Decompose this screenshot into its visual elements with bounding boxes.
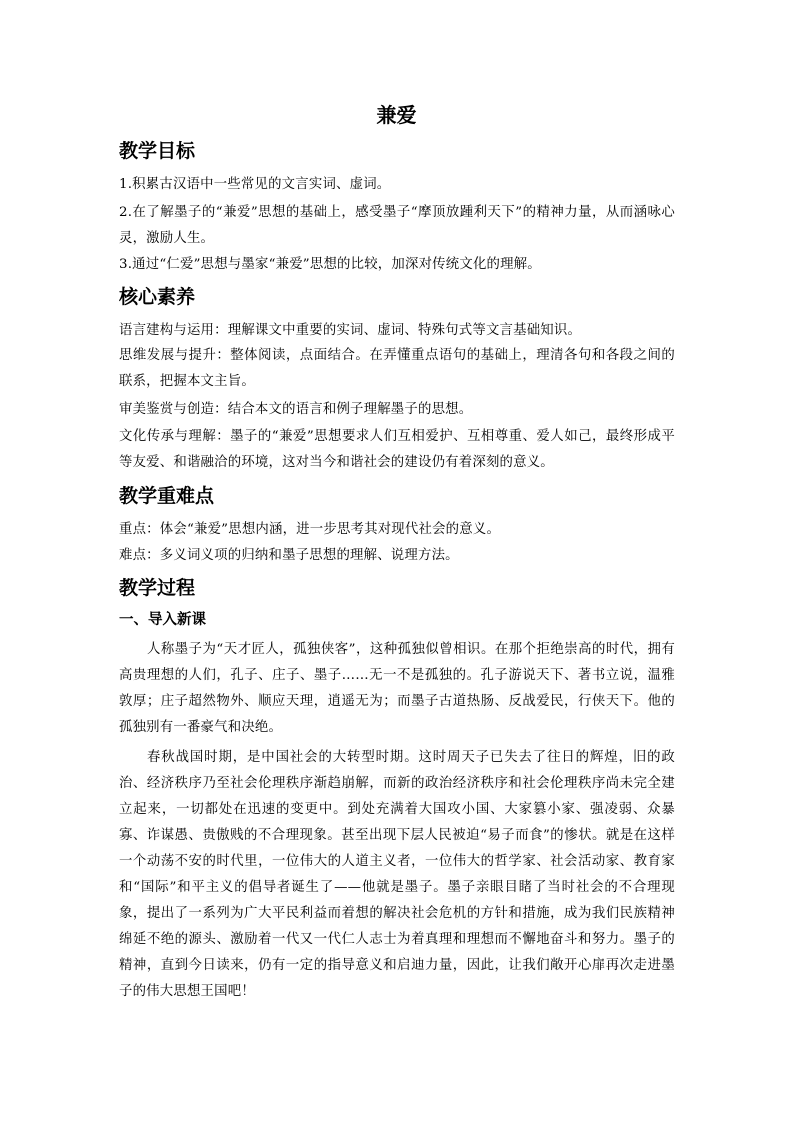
subheading-intro: 一、导入新课	[119, 612, 206, 628]
document-title: 兼爱	[376, 103, 417, 127]
heading-core-literacy: 核心素养	[119, 286, 196, 308]
heading-key-points: 教学重难点	[119, 485, 215, 507]
literacy-item-3: 审美鉴赏与创造：结合本文的语言和例子理解墨子的思想。	[119, 402, 473, 417]
goal-item-1: 1.积累古汉语中一些常见的文言实词、虚词。	[119, 177, 391, 192]
keypoint-item-2: 难点：多义词义项的归纳和墨子思想的理解、说理方法。	[119, 548, 459, 563]
heading-teaching-goals: 教学目标	[119, 140, 196, 162]
literacy-item-1: 语言建构与运用：理解课文中重要的实词、虚词、特殊句式等文言基础知识。	[119, 323, 582, 338]
heading-teaching-process: 教学过程	[119, 577, 196, 599]
process-paragraph-1: 人称墨子为“天才匠人，孤独侠客”，这种孤独似曾相识。在那个拒绝崇高的时代，拥有高贵理想的人们，孔子、庄子、墨子……无一不是孤独的。孔子游说天下、著书立说，温雅敦厚；庄子超然物外、顺应天理，逍遥无为；而墨子古道热肠、反战爱民，行侠天下。他的孤独别有一番豪气和决绝。	[119, 642, 675, 735]
literacy-item-4: 文化传承与理解：墨子的“兼爱”思想要求人们互相爱护、互相尊重、爱人如己，最终形成平等友爱、和谐融洽的环境，这对当今和谐社会的建设仍有着深刻的意义。	[119, 429, 675, 470]
process-paragraph-2: 春秋战国时期，是中国社会的大转型时期。这时周天子已失去了往日的辉煌，旧的政治、经济秩序乃至社会伦理秩序渐趋崩解，而新的政治经济秩序和社会伦理秩序尚未完全建立起来，一切都处在迅速的变更中。到处充满着大国攻小国、大家篡小家、强凌弱、众暴寡、诈谋愚、贵傲贱的不合理现象。甚至出现下层人民被迫“易子而食”的惨状。就是在这样一个动荡不安的时代里，一位伟大的人道主义者，一位伟大的哲学家、社会活动家、教育家和“国际”和平主义的倡导者诞生了——他就是墨子。墨子亲眼目睹了当时社会的不合理现象，提出了一系列为广大平民利益而着想的解决社会危机的方针和措施，成为我们民族精神绵延不绝的源头、激励着一代又一代仁人志士为着真理和理想而不懈地奋斗和努力。墨子的精神，直到今日读来，仍有一定的指导意义和启迪力量，因此，让我们敞开心扉再次走进墨子的伟大思想王国吧！	[119, 750, 675, 999]
goal-item-3: 3.通过“仁爱”思想与墨家“兼爱”思想的比较，加深对传统文化的理解。	[119, 257, 541, 272]
literacy-item-2: 思维发展与提升：整体阅读，点面结合。在弄懂重点语句的基础上，理清各句和各段之间的联系，把握本文主旨。	[119, 348, 675, 389]
keypoint-item-1: 重点：体会“兼爱”思想内涵，进一步思考其对现代社会的意义。	[119, 522, 501, 537]
goal-item-2: 2.在了解墨子的“兼爱”思想的基础上，感受墨子“摩顶放踵利天下”的精神力量，从而涵咏心灵，激励人生。	[119, 205, 675, 246]
